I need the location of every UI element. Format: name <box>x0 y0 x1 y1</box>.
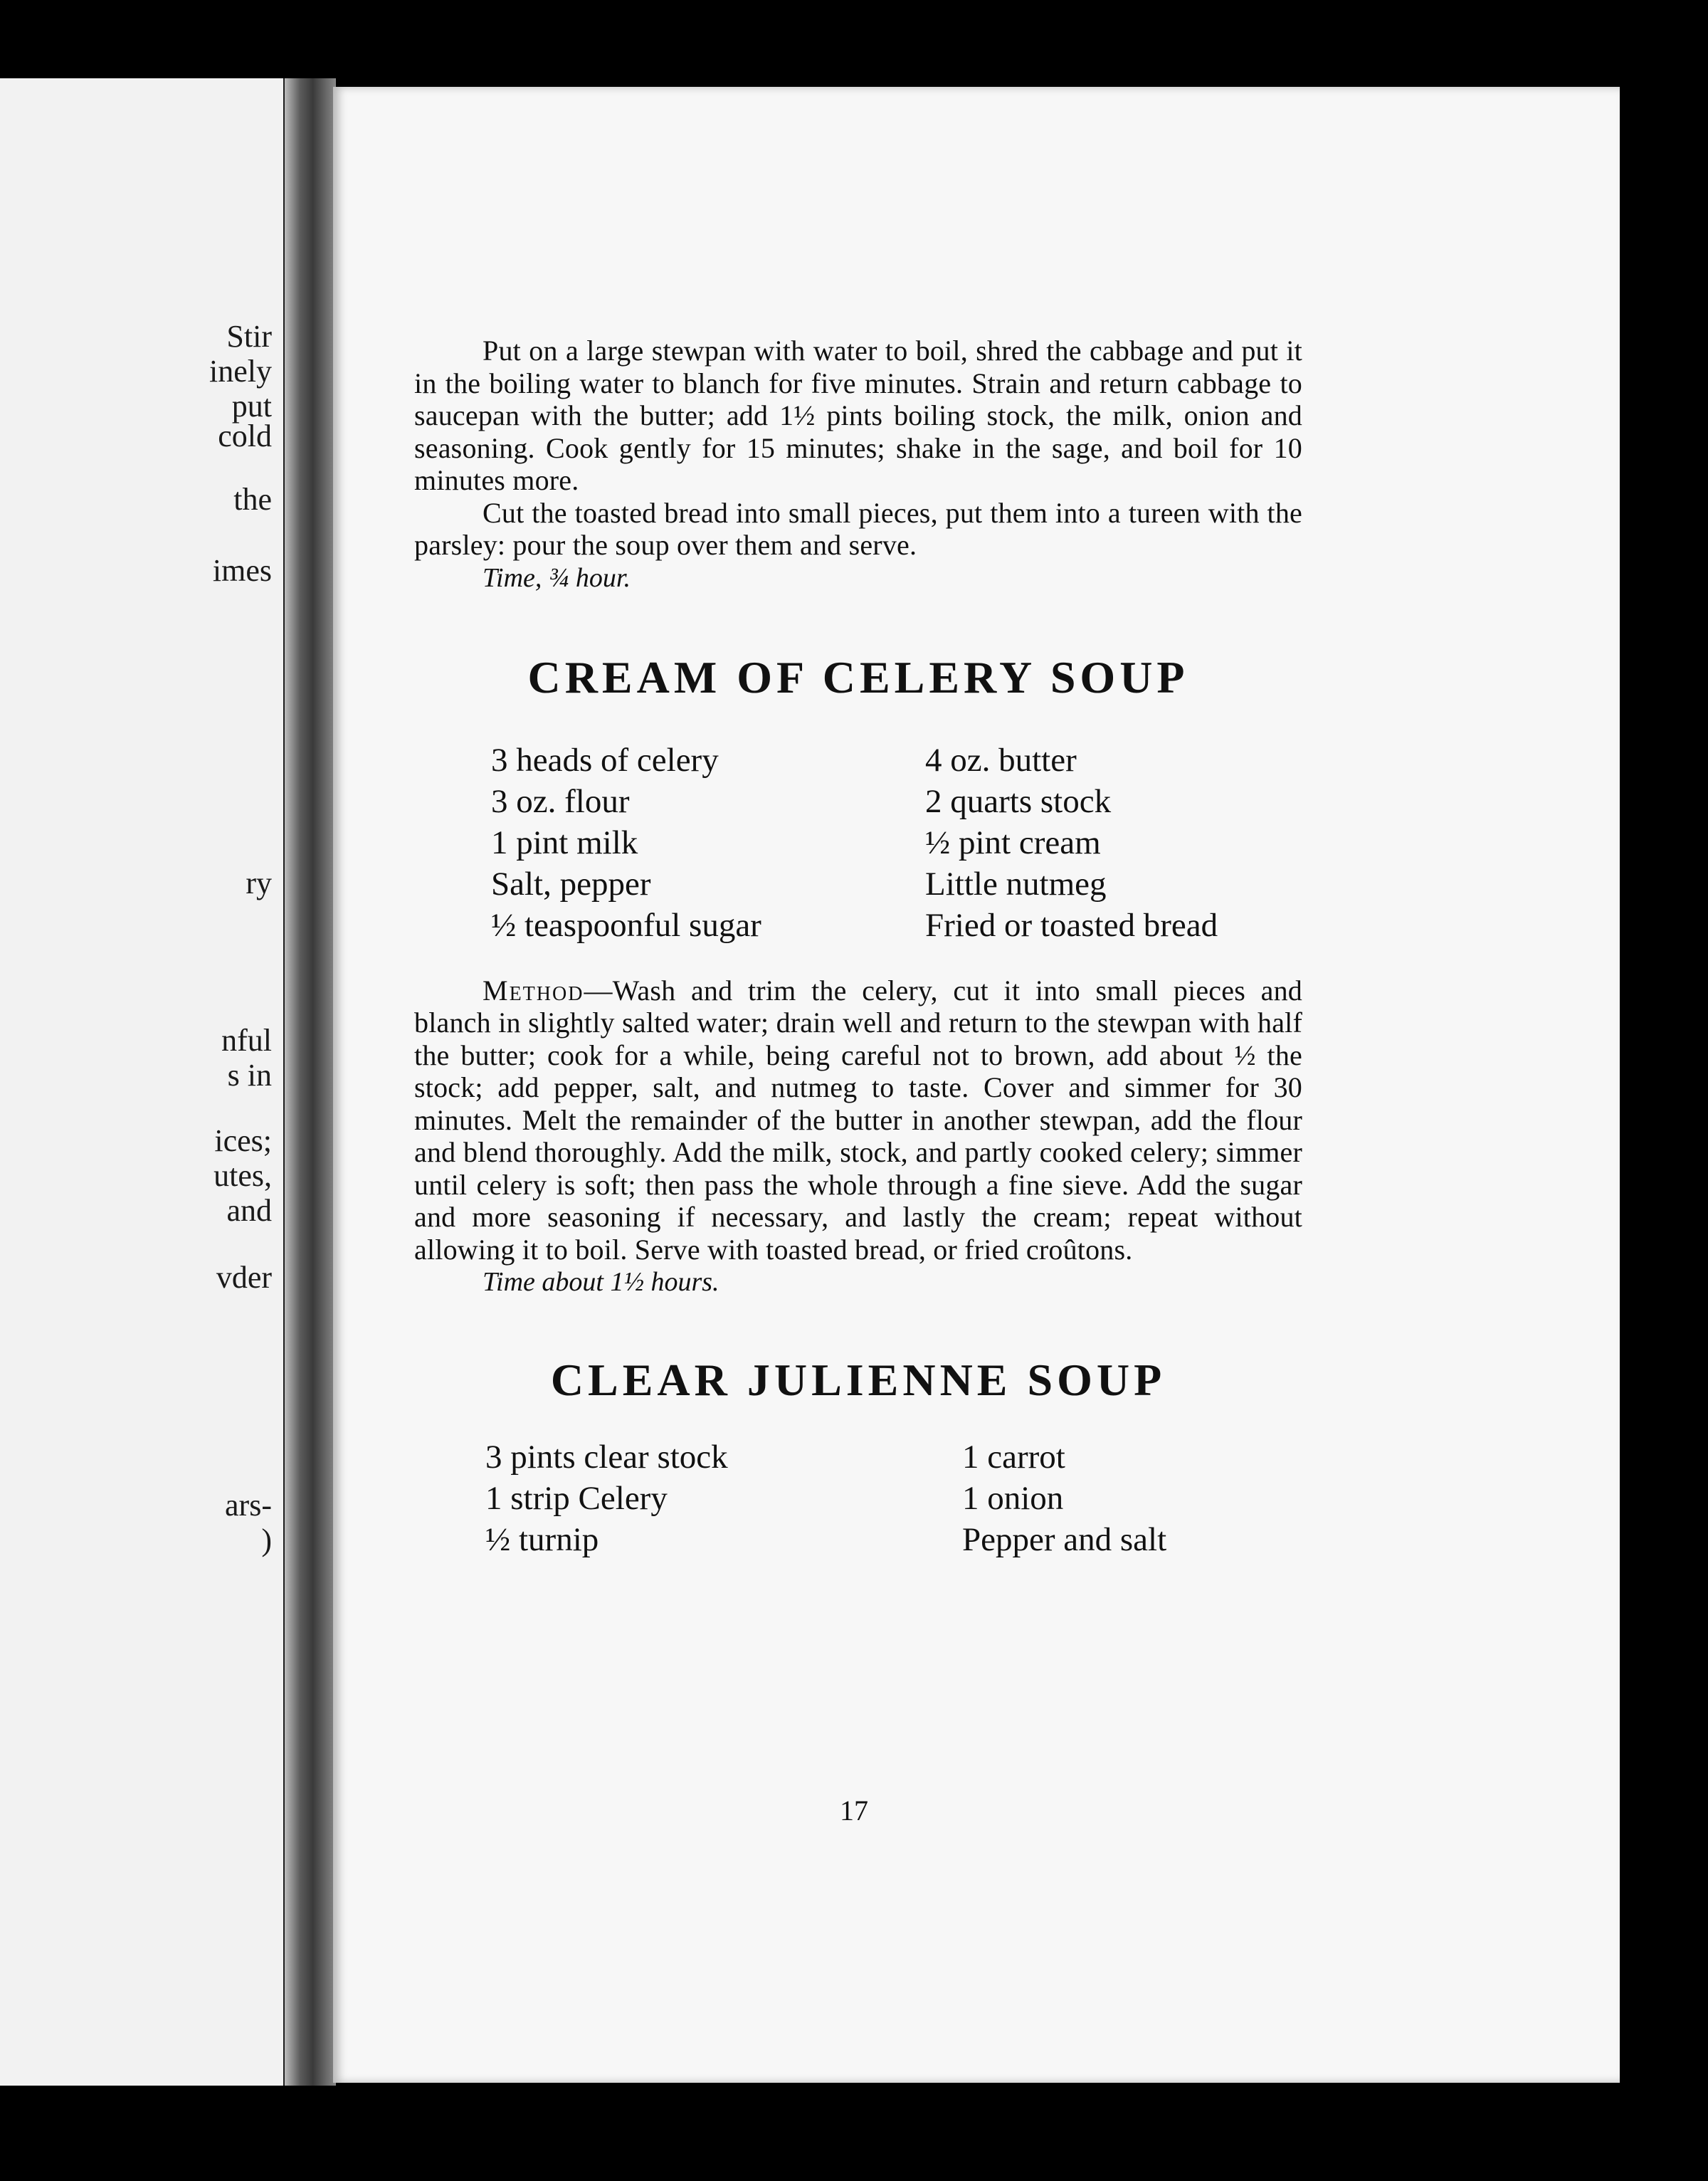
intro-paragraph-2 <box>414 497 1302 562</box>
left-fragment: Stir <box>226 319 272 354</box>
page-content <box>414 335 1302 1560</box>
ingredient-item: 2 quarts stock <box>925 782 1112 820</box>
intro-paragraph <box>414 335 1302 497</box>
ingredient-item: 1 strip Celery <box>485 1480 668 1517</box>
ingredient-item: 1 onion <box>962 1480 1064 1517</box>
ingredient-item: 3 heads of celery <box>491 741 719 779</box>
left-fragment: ) <box>261 1523 272 1557</box>
ingredient-item: 4 oz. butter <box>925 741 1077 779</box>
celery-ingredients-list <box>491 740 1302 946</box>
ingredient-item: Pepper and salt <box>962 1521 1167 1558</box>
left-fragment: the <box>233 482 272 517</box>
page-number: 17 <box>840 1794 868 1827</box>
left-fragment: put <box>231 389 272 424</box>
book-gutter <box>285 78 336 2086</box>
left-fragment: inely <box>209 354 272 389</box>
left-fragment: ry <box>246 866 272 900</box>
ingredient-item: 1 pint milk <box>491 824 638 861</box>
ingredient-item: Fried or toasted bread <box>925 906 1218 944</box>
ingredient-item: 3 oz. flour <box>491 782 630 820</box>
left-fragment: imes <box>212 553 272 588</box>
intro-paragraph-2-text: Cut the toasted bread into small pieces, put them into a tureen with the parsley: pour the soup over them and serve. <box>414 496 1302 561</box>
left-fragment: s in <box>227 1058 272 1093</box>
left-fragment: nful <box>221 1023 272 1058</box>
ingredient-item: 1 carrot <box>962 1439 1065 1476</box>
celery-time: Time about 1½ hours. <box>483 1267 719 1297</box>
left-fragment: and <box>226 1193 272 1228</box>
celery-soup-title: CREAM OF CELERY SOUP <box>527 651 1189 703</box>
method-label: Method <box>483 974 584 1007</box>
celery-method <box>414 974 1302 1266</box>
method-text: —Wash and trim the celery, cut it into small pieces and blanch in slightly salted water; drain well and return to the stewpan with half the butter; cook for a while, being careful not to brown, add about ½ the stock; add pepper, salt, and nutmeg to taste. Cover and simmer for 30 minutes. Melt the remainder of the butter in another stewpan, add the flour and blend thoroughly. Add the milk, stock, and partly cooked celery; simmer until celery is soft; then pass the whole through a fine sieve. Add the sugar and more seasoning if necessary, and lastly the cream; repeat without allowing it to boil. Serve with toasted bread, or fried croûtons. <box>414 974 1302 1266</box>
left-fragment: utes, <box>214 1158 272 1193</box>
ingredient-item: ½ teaspoonful sugar <box>491 906 761 944</box>
left-fragment: vder <box>216 1260 272 1295</box>
ingredient-item: 3 pints clear stock <box>485 1439 728 1476</box>
ingredient-item: Salt, pepper <box>491 865 651 903</box>
ingredient-item: ½ turnip <box>485 1521 599 1558</box>
intro-paragraph-text: Put on a large stewpan with water to boil, shred the cabbage and put it in the boiling water to blanch for five minutes. Strain and return cabbage to saucepan with the butter; add 1½ pints boiling stock, the milk, onion and seasoning. Cook gently for 15 minutes; shake in the sage, and boil for 10 minutes more. <box>414 335 1302 496</box>
left-fragment: ices; <box>214 1123 272 1158</box>
left-fragment: cold <box>218 419 272 453</box>
ingredient-item: Little nutmeg <box>925 865 1107 903</box>
left-facing-page <box>0 78 285 2086</box>
julienne-ingredients-list <box>485 1436 1302 1560</box>
ingredient-item: ½ pint cream <box>925 824 1101 861</box>
left-fragment: ars- <box>225 1488 272 1523</box>
julienne-soup-title: CLEAR JULIENNE SOUP <box>550 1355 1166 1405</box>
intro-time: Time, ¾ hour. <box>483 562 631 593</box>
